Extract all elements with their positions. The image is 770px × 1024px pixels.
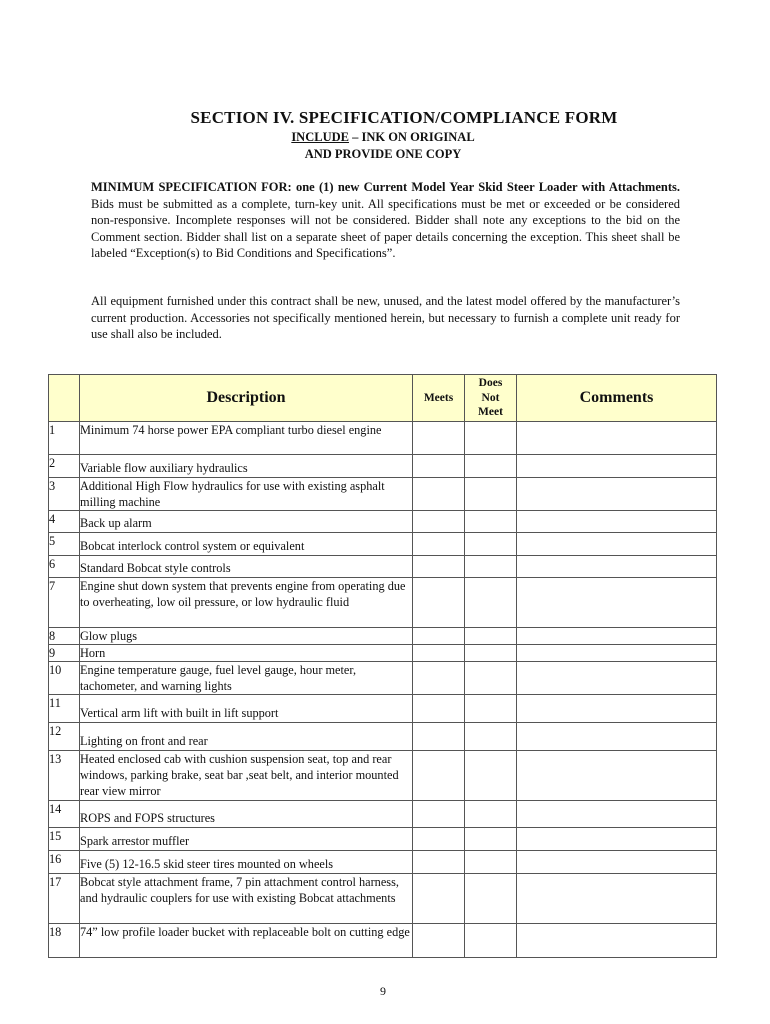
row-description: Bobcat style attachment frame, 7 pin attachment control harness, and hydraulic couplers for use with existing Bobcat attachments — [80, 874, 413, 924]
does-not-meet-cell[interactable] — [465, 924, 517, 958]
table-row — [49, 645, 717, 662]
row-description: Back up alarm — [80, 511, 413, 533]
meets-cell[interactable] — [413, 478, 465, 511]
header-description: Description — [80, 375, 413, 422]
header-does-not-meet — [465, 375, 517, 422]
form-title: SECTION IV. SPECIFICATION/COMPLIANCE FORM — [190, 108, 618, 127]
table-row — [49, 851, 717, 874]
does-not-meet-cell[interactable] — [465, 828, 517, 851]
row-number: 4 — [49, 511, 80, 533]
row-number: 11 — [49, 695, 80, 723]
meets-cell[interactable] — [413, 851, 465, 874]
table-row — [49, 578, 717, 628]
comments-cell[interactable] — [517, 422, 717, 455]
row-number: 9 — [49, 645, 80, 662]
meets-cell[interactable] — [413, 695, 465, 723]
comments-cell[interactable] — [517, 645, 717, 662]
table-row — [49, 924, 717, 958]
row-description: Spark arrestor muffler — [80, 828, 413, 851]
table-row — [49, 556, 717, 578]
row-number: 16 — [49, 851, 80, 874]
does-not-meet-cell[interactable] — [465, 511, 517, 533]
does-not-meet-cell[interactable] — [465, 695, 517, 723]
include-line — [0, 130, 766, 145]
intro-body: Bids must be submitted as a complete, turn-key unit. All specifications must be met or exceeded or be considered non-responsive. Incomplete responses will not be considered. Bidder shall note any exceptions to the bid on the Comment section. Bidder shall list on a separate sheet of paper details concerning the exception. This sheet shall be labeled “Exception(s) to Bid Conditions and Specifications”. — [91, 196, 680, 261]
row-number: 6 — [49, 556, 80, 578]
comments-cell[interactable] — [517, 874, 717, 924]
row-description: Minimum 74 horse power EPA compliant turbo diesel engine — [80, 422, 413, 455]
header-dnm-1: Does — [478, 377, 503, 390]
include-rest: – INK ON ORIGINAL — [348, 130, 475, 144]
row-number: 15 — [49, 828, 80, 851]
table-row — [49, 695, 717, 723]
comments-cell[interactable] — [517, 751, 717, 801]
does-not-meet-cell[interactable] — [465, 645, 517, 662]
row-description: Glow plugs — [80, 628, 413, 645]
spec-table — [48, 374, 717, 958]
row-number: 1 — [49, 422, 80, 455]
table-row — [49, 422, 717, 455]
table-row — [49, 751, 717, 801]
meets-cell[interactable] — [413, 578, 465, 628]
meets-cell[interactable] — [413, 628, 465, 645]
row-number: 10 — [49, 662, 80, 695]
meets-cell[interactable] — [413, 511, 465, 533]
meets-cell[interactable] — [413, 556, 465, 578]
comments-cell[interactable] — [517, 578, 717, 628]
meets-cell[interactable] — [413, 801, 465, 828]
row-description: Engine temperature gauge, fuel level gauge, hour meter, tachometer, and warning lights — [80, 662, 413, 695]
table-row — [49, 511, 717, 533]
does-not-meet-cell[interactable] — [465, 628, 517, 645]
meets-cell[interactable] — [413, 422, 465, 455]
row-description: Five (5) 12-16.5 skid steer tires mounted on wheels — [80, 851, 413, 874]
comments-cell[interactable] — [517, 828, 717, 851]
row-number: 5 — [49, 533, 80, 556]
does-not-meet-cell[interactable] — [465, 578, 517, 628]
row-description: Horn — [80, 645, 413, 662]
row-description: 74” low profile loader bucket with replaceable bolt on cutting edge — [80, 924, 413, 958]
row-number: 12 — [49, 723, 80, 751]
equipment-paragraph: All equipment furnished under this contract shall be new, unused, and the latest model offered by the manufacturer’s current production. Accessories not specifically mentioned herein, but necessary to furnish a complete unit ready for use shall also be included. — [91, 294, 680, 342]
does-not-meet-cell[interactable] — [465, 851, 517, 874]
row-number: 7 — [49, 578, 80, 628]
does-not-meet-cell[interactable] — [465, 478, 517, 511]
comments-cell[interactable] — [517, 662, 717, 695]
row-number: 3 — [49, 478, 80, 511]
table-row — [49, 723, 717, 751]
intro-paragraph — [91, 179, 680, 262]
table-row — [49, 662, 717, 695]
meets-cell[interactable] — [413, 455, 465, 478]
include-label: INCLUDE — [291, 130, 349, 144]
row-description: Vertical arm lift with built in lift support — [80, 695, 413, 723]
row-description: ROPS and FOPS structures — [80, 801, 413, 828]
does-not-meet-cell[interactable] — [465, 801, 517, 828]
does-not-meet-cell[interactable] — [465, 662, 517, 695]
meets-cell[interactable] — [413, 723, 465, 751]
page-number: 9 — [380, 984, 386, 998]
row-description: Heated enclosed cab with cushion suspension seat, top and rear windows, parking brake, seat bar ,seat belt, and interior mounted rear view mirror — [80, 751, 413, 801]
table-row — [49, 801, 717, 828]
row-description: Additional High Flow hydraulics for use with existing asphalt milling machine — [80, 478, 413, 511]
comments-cell[interactable] — [517, 924, 717, 958]
comments-cell[interactable] — [517, 628, 717, 645]
meets-cell[interactable] — [413, 662, 465, 695]
meets-cell[interactable] — [413, 924, 465, 958]
comments-cell[interactable] — [517, 851, 717, 874]
comments-cell[interactable] — [517, 511, 717, 533]
table-row — [49, 455, 717, 478]
meets-cell[interactable] — [413, 645, 465, 662]
does-not-meet-cell[interactable] — [465, 455, 517, 478]
does-not-meet-cell[interactable] — [465, 422, 517, 455]
table-row — [49, 628, 717, 645]
header-dnm-2: Not — [481, 391, 500, 404]
row-number: 17 — [49, 874, 80, 924]
table-header-row — [49, 375, 717, 422]
row-number: 14 — [49, 801, 80, 828]
table-row — [49, 874, 717, 924]
does-not-meet-cell[interactable] — [465, 723, 517, 751]
header-dnm-3: Meet — [478, 406, 503, 419]
table-row — [49, 478, 717, 511]
comments-cell[interactable] — [517, 455, 717, 478]
row-number: 13 — [49, 751, 80, 801]
comments-cell[interactable] — [517, 723, 717, 751]
meets-cell[interactable] — [413, 533, 465, 556]
header-comments: Comments — [517, 375, 717, 422]
row-number: 8 — [49, 628, 80, 645]
meets-cell[interactable] — [413, 874, 465, 924]
row-number: 2 — [49, 455, 80, 478]
does-not-meet-cell[interactable] — [465, 874, 517, 924]
header-num — [49, 375, 80, 422]
row-description: Standard Bobcat style controls — [80, 556, 413, 578]
does-not-meet-cell[interactable] — [465, 751, 517, 801]
table-row — [49, 828, 717, 851]
row-number: 18 — [49, 924, 80, 958]
comments-cell[interactable] — [517, 695, 717, 723]
table-row — [49, 533, 717, 556]
comments-cell[interactable] — [517, 478, 717, 511]
comments-cell[interactable] — [517, 533, 717, 556]
does-not-meet-cell[interactable] — [465, 556, 517, 578]
does-not-meet-cell[interactable] — [465, 533, 517, 556]
row-description: Engine shut down system that prevents engine from operating due to overheating, low oil pressure, or low hydraulic fluid — [80, 578, 413, 628]
row-description: Bobcat interlock control system or equivalent — [80, 533, 413, 556]
intro-lead: MINIMUM SPECIFICATION FOR: one (1) new Current Model Year Skid Steer Loader with Attachments. — [91, 180, 680, 194]
row-description: Lighting on front and rear — [80, 723, 413, 751]
meets-cell[interactable] — [413, 828, 465, 851]
row-description: Variable flow auxiliary hydraulics — [80, 455, 413, 478]
copy-line: AND PROVIDE ONE COPY — [304, 147, 462, 161]
comments-cell[interactable] — [517, 801, 717, 828]
meets-cell[interactable] — [413, 751, 465, 801]
comments-cell[interactable] — [517, 556, 717, 578]
header-meets: Meets — [413, 375, 465, 422]
